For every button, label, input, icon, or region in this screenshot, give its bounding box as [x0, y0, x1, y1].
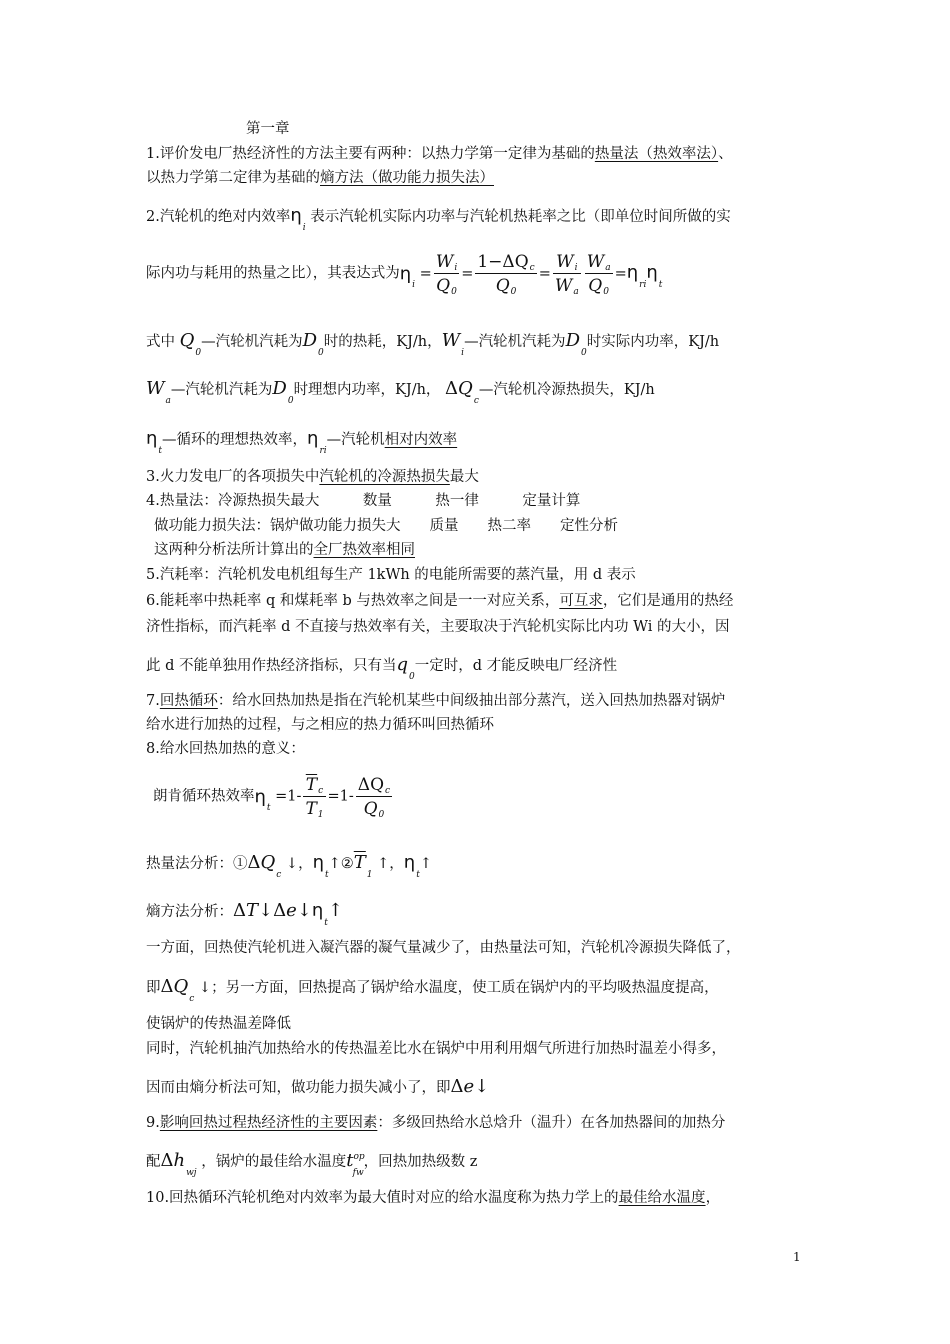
entropy-method-analysis: 熵方法分析：$\Delta T↓\Delta e↓\eta_t↑$ [146, 900, 343, 928]
paragraph-5: 5.汽耗率：汽轮机发电机组每生产 1kWh 的电能所需要的蒸汽量，用 d 表示 [146, 567, 636, 583]
page-number: 1 [793, 1250, 801, 1264]
paragraph-8-line-5: 因而由熵分析法可知，做功能力损失减小了，即Δe↓ [146, 1076, 490, 1097]
paragraph-6-line-1: 6.能耗率中热耗率 q 和煤耗率 b 与热效率之间是一一对应关系，可互求，它们是通用的热经 [146, 593, 734, 609]
paragraph-2-line-4: $W_a—$汽轮机汽耗为$D_0$时理想内功率，KJ/h， $\Delta Q_c—$汽轮机冷源热损失，KJ/h [146, 378, 655, 406]
paragraph-4-line-2: 做功能力损失法：锅炉做功能力损失大 质量 热二率 定性分析 [154, 518, 618, 534]
paragraph-10: 10.回热循环汽轮机绝对内效率为最大值时对应的给水温度称为热力学上的最佳给水温度， [146, 1190, 721, 1206]
paragraph-2-line-5: $\eta_t—$循环的理想热效率，$\eta_{ri}—$汽轮机相对内效率 [146, 428, 458, 456]
symbol-eta-i: η [290, 205, 302, 226]
paragraph-3: 3.火力发电厂的各项损失中汽轮机的冷源热损失最大 [146, 469, 479, 485]
paragraph-8-line-3: 使锅炉的传热温差降低 [146, 1016, 291, 1032]
paragraph-1-line-2: 以热力学第二定律为基础的熵方法（做功能力损失法） [146, 170, 494, 186]
term-heat-method: 热量法（热效率法） [594, 146, 719, 162]
paragraph-4-line-3: 这两种分析法所计算出的全厂热效率相同 [154, 542, 415, 558]
formula-efficiency: = $\frac{Wi}{Q0}$ = $\frac{\text{1−ΔQc}}{Q0}$ = $\frac{Wi}{Wa}$ $\frac{Wa}{Q0}$ $=\eta_{ri}\eta_t$ [419, 252, 663, 298]
paragraph-2-line-2: 际内功与耗用的热量之比），其表达式为$\eta_i$ = $\frac{Wi}{Q0}$ = $\frac{\text{1−ΔQc}}{Q0}$ = $\frac{Wi}{Wa}$ $\frac{Wa}{Q0}$ $=\eta_{ri}\eta_t$ [146, 252, 663, 298]
rankine-efficiency-line: 朗肯循环热效率$\eta_t =1-$ $\frac{\overline{T}c}{T1}$ =1- $\frac{\text{ΔQc}}{Q0}$ [153, 775, 391, 821]
paragraph-2-line-3: 式中 $Q_0—$汽轮机汽耗为$D_0$时的热耗，KJ/h，$W_i—$汽轮机汽耗为$D_0$时实际内功率，KJ/h [146, 330, 720, 358]
paragraph-1-line-1: 1.评价发电厂热经济性的方法主要有两种：以热力学第一定律为基础的热量法（热效率法）、 [146, 146, 733, 162]
paragraph-9-line-1: 9.影响回热过程热经济性的主要因素：多级回热给水总焓升（温升）在各加热器间的加热分 [146, 1115, 726, 1131]
chapter-heading: 第一章 [246, 121, 290, 137]
paragraph-8-line-4: 同时，汽轮机抽汽加热给水的传热温差比水在锅炉中用利用烟气所进行加热时温差小得多， [146, 1041, 726, 1057]
term-relative-efficiency: 相对内效率 [384, 432, 458, 448]
term-entropy-method: 熵方法（做功能力损失法） [320, 170, 494, 186]
paragraph-2-line-1: 2.汽轮机的绝对内效率$\eta_i$ 表示汽轮机实际内功率与汽轮机热耗率之比（即单位时间所做的实 [146, 205, 731, 233]
paragraph-8-line-1: 一方面，回热使汽轮机进入凝汽器的凝气量减少了，由热量法可知，汽轮机冷源损失降低了， [146, 940, 741, 956]
paragraph-8-line-2: 即$\Delta Q_c$ ↓；另一方面，回热提高了锅炉给水温度，使工质在锅炉内的平均吸热温度提高， [146, 976, 719, 1004]
paragraph-6-line-2: 济性指标，而汽耗率 d 不直接与热效率有关，主要取决于汽轮机实际比内功 Wi 的大小，因 [146, 619, 730, 635]
paragraph-9-line-2: 配$\Delta h_{wj}$ ，锅炉的最佳给水温度$t^{op}_{fw}$，回热加热级数 z [146, 1150, 478, 1178]
paragraph-7-line-1: 7.回热循环：给水回热加热是指在汽轮机某些中间级抽出部分蒸汽，送入回热加热器对锅炉 [146, 693, 726, 709]
paragraph-7-line-2: 给水进行加热的过程，与之相应的热力循环叫回热循环 [146, 717, 494, 733]
paragraph-6-line-3: 此 d 不能单独用作热经济指标，只有当$q_0$一定时，d 才能反映电厂经济性 [146, 654, 618, 682]
heat-method-analysis: 热量法分析：$①\Delta Q_c$ ↓，$\eta_t↑②\overline{T}_1$ ↑，$\eta_t↑$ [146, 852, 432, 880]
paragraph-8-heading: 8.给水回热加热的意义： [146, 741, 305, 757]
paragraph-4-line-1: 4.热量法：冷源热损失最大 数量 热一律 定量计算 [146, 493, 581, 509]
